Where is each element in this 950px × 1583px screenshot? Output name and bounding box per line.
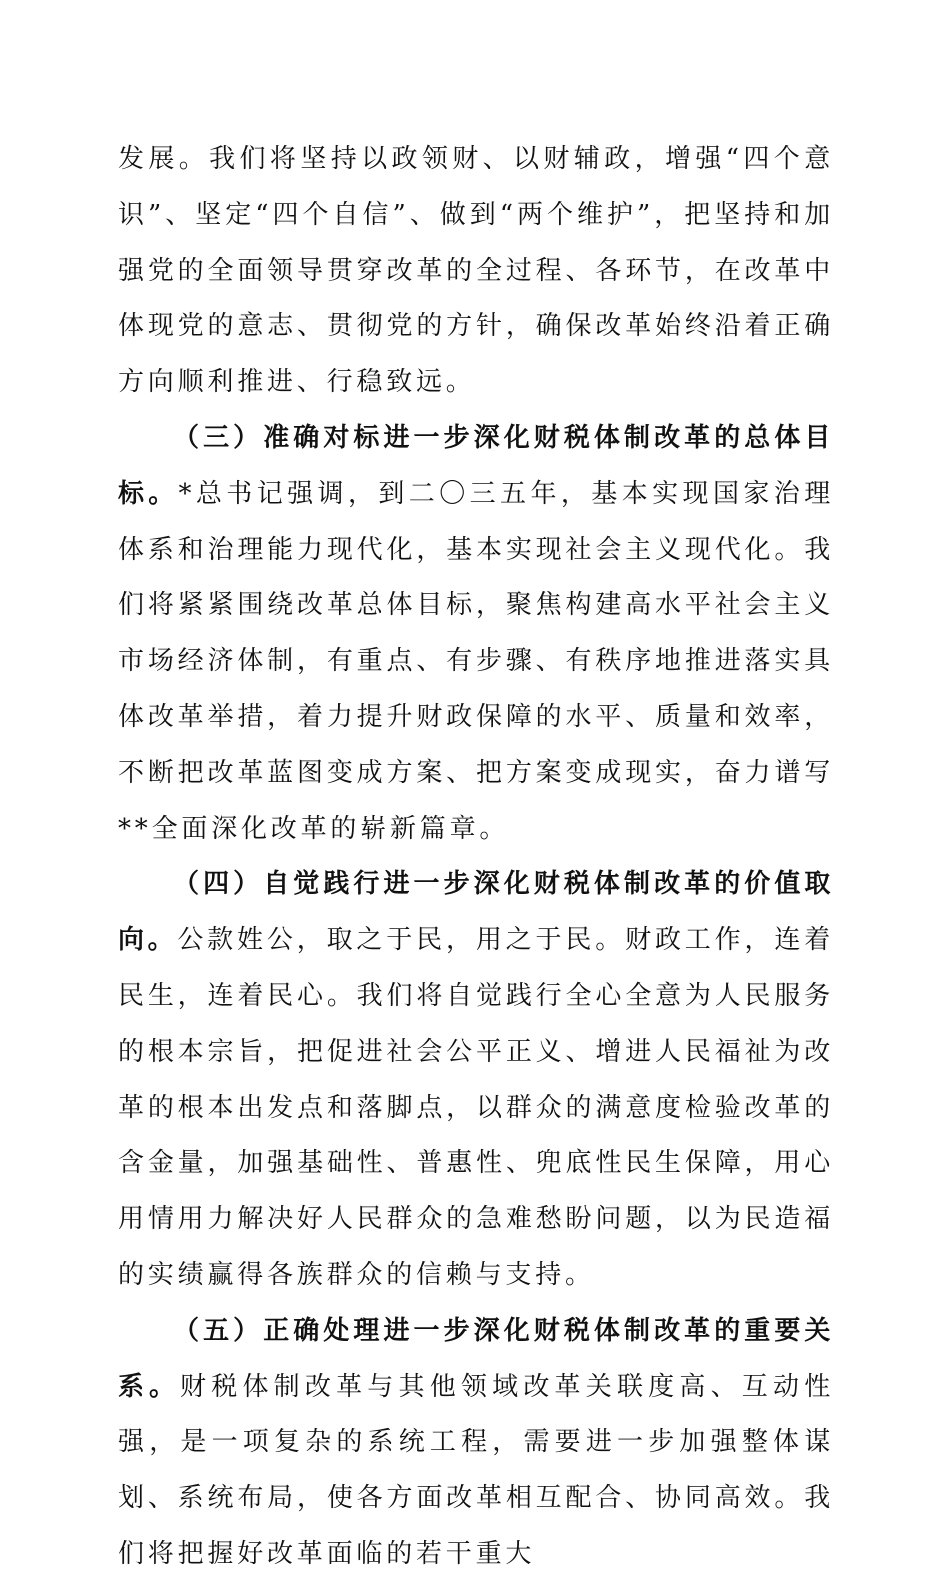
paragraph-text: 公款姓公，取之于民，用之于民。财政工作，连着民生，连着民心。我们将自觉践行全心全意为人民服务的根本宗旨，把促进社会公平正义、增进人民福祉为改革的根本出发点和落脚点，以群众的满意度检验改革的含金量，加强基础性、普惠性、兜底性民生保障，用心用情用力解决好人民群众的急难愁盼问题，以为民造福的实绩赢得各族群众的信赖与支持。 [118,925,834,1290]
paragraph-text: *总书记强调，到二〇三五年，基本实现国家治理体系和治理能力现代化，基本实现社会主义现代化。我们将紧紧围绕改革总体目标，聚焦构建高水平社会主义市场经济体制，有重点、有步骤、有秩序地推进落实具体改革举措，着力提升财政保障的水平、质量和效率，不断把改革蓝图变成方案、把方案变成现实，奋力谱写**全面深化改革的崭新篇章。 [118,478,834,844]
section-heading: （四）自觉践行进一步深化财税体制改革的价值取向。 [118,869,834,956]
paragraph-section-3 [118,411,834,857]
paragraph-text: 财税体制改革与其他领域改革关联度高、互动性强，是一项复杂的系统工程，需要进一步加强整体谋划、系统布局，使各方面改革相互配合、协同高效。我们将把握好改革面临的若干重大 [118,1371,834,1569]
paragraph-continuation [118,132,834,411]
section-heading: （五）正确处理进一步深化财税体制改革的重要关系。 [118,1315,834,1402]
section-heading: （三）准确对标进一步深化财税体制改革的总体目标。 [118,422,834,509]
document-body [118,132,834,1583]
paragraph-section-5 [118,1304,834,1583]
paragraph-section-4 [118,857,834,1303]
paragraph-text: 发展。我们将坚持以政领财、以财辅政，增强“四个意识”、坚定“四个自信”、做到“两个维护”，把坚持和加强党的全面领导贯穿改革的全过程、各环节，在改革中体现党的意志、贯彻党的方针，确保改革始终沿着正确方向顺利推进、行稳致远。 [118,144,834,398]
